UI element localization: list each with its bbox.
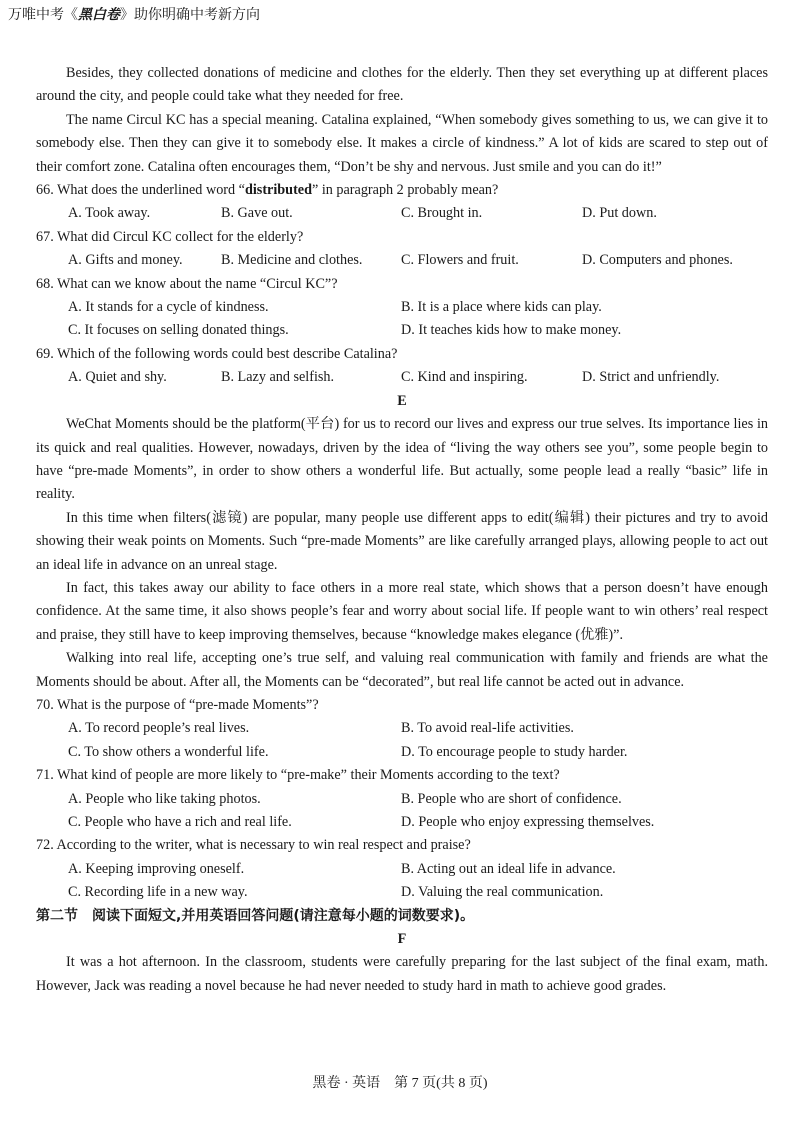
option-d: D. To encourage people to study harder. bbox=[401, 743, 628, 760]
option-a: A. To record people’s real lives. bbox=[68, 720, 250, 737]
option-d: D. It teaches kids how to make money. bbox=[401, 322, 622, 339]
question-number: 71. bbox=[36, 767, 54, 784]
option-b: B. Gave out. bbox=[221, 205, 293, 222]
passage-f-paragraph: It was a hot afternoon. In the classroom, students were carefully preparing for the last subject of the final exam, math. However, Jack was reading a novel because he had never needed to study hard in math to achieve good grades. bbox=[36, 954, 768, 994]
option-c: C. People who have a rich and real life. bbox=[68, 814, 292, 830]
option-d: D. Computers and phones. bbox=[582, 252, 733, 269]
option-b: B. Lazy and selfish. bbox=[221, 369, 335, 386]
question-69 bbox=[36, 343, 768, 366]
option-b: B. Medicine and clothes. bbox=[221, 252, 363, 269]
question-stem: What did Circul KC collect for the elderly? bbox=[57, 228, 304, 245]
question-stem-keyword: distributed bbox=[244, 182, 312, 199]
option-a: A. Quiet and shy. bbox=[68, 369, 167, 386]
question-68 bbox=[36, 273, 768, 296]
passage-d-paragraph: The name Circul KC has a special meaning. Catalina explained, “When somebody gives something to us, we can give it to somebody else. Then they can give it to somebody else. It makes a circle of kindness.” A lot of kids are scared to step out of their comfort zone. Catalina often encourages them, “Don’t be shy and nervous. Just smile and you can do it!” bbox=[36, 111, 768, 175]
question-stem-pre: What does the underlined word “ bbox=[57, 182, 245, 199]
option-b: B. Acting out an ideal life in advance. bbox=[401, 860, 616, 877]
option-a: A. Gifts and money. bbox=[68, 252, 183, 269]
question-72 bbox=[36, 834, 768, 857]
option-c: C. Kind and inspiring. bbox=[401, 369, 528, 386]
options-72-row1 bbox=[36, 858, 768, 881]
options-67 bbox=[36, 249, 768, 272]
passage-e-paragraph: In fact, this takes away our ability to face others in a more real state, which shows that a person doesn’t have enough confidence. At the same time, it also shows people’s fear and worry about social life. If people want to win others’ real respect and praise, they still have to keep improving themselves, because “knowledge makes elegance (优雅)”. bbox=[36, 579, 768, 643]
option-a: A. It stands for a cycle of kindness. bbox=[68, 299, 269, 316]
options-72-row2 bbox=[36, 881, 768, 904]
option-a: A. People who like taking photos. bbox=[68, 790, 261, 807]
passage-e-label: E bbox=[397, 392, 407, 409]
options-68-row1 bbox=[36, 296, 768, 319]
question-stem: According to the writer, what is necessary to win real respect and praise? bbox=[56, 837, 471, 854]
options-71-row1 bbox=[36, 788, 768, 811]
header-brand: 黑白卷 bbox=[78, 8, 120, 23]
question-70 bbox=[36, 694, 768, 717]
option-c: C. Recording life in a new way. bbox=[68, 884, 248, 901]
section-2-title: 第二节 阅读下面短文,并用英语回答问题(请注意每小题的词数要求)。 bbox=[36, 907, 475, 924]
option-c: C. It focuses on selling donated things. bbox=[68, 322, 289, 339]
options-69 bbox=[36, 366, 768, 389]
question-stem: Which of the following words could best describe Catalina? bbox=[57, 345, 398, 362]
question-66 bbox=[36, 179, 768, 202]
option-a: A. Took away. bbox=[68, 205, 151, 222]
option-b: B. People who are short of confidence. bbox=[401, 790, 622, 807]
passage-d-paragraph: Besides, they collected donations of medicine and clothes for the elderly. Then they set everything up at different places around the city, and people could take what they needed for free. bbox=[36, 65, 768, 105]
header-suffix: 》助你明确中考新方向 bbox=[120, 8, 260, 23]
option-c: C. Flowers and fruit. bbox=[401, 252, 519, 269]
option-c: C. To show others a wonderful life. bbox=[68, 743, 269, 760]
question-stem-post: ” in paragraph 2 probably mean? bbox=[311, 182, 499, 199]
passage-e-paragraph: Walking into real life, accepting one’s true self, and valuing real communication with family and friends are what the Moments should be about. After all, the Moments can be “decorated”, but real life cannot be acted out in advance. bbox=[36, 650, 768, 690]
passage-f-label: F bbox=[397, 931, 407, 948]
option-d: D. Strict and unfriendly. bbox=[582, 369, 720, 386]
option-c: C. Brought in. bbox=[401, 205, 483, 222]
page-content bbox=[36, 62, 768, 998]
question-number: 69. bbox=[36, 345, 54, 362]
question-number: 72. bbox=[36, 837, 54, 854]
passage-e-paragraph: In this time when filters(滤镜) are popular, many people use different apps to edit(编辑) their pictures and try to avoid showing their weak points on Moments. Such “pre-made Moments” are like carefully arranged plays, allowing people to act out an ideal life in advance on an unreal stage. bbox=[36, 509, 768, 573]
question-number: 68. bbox=[36, 275, 54, 292]
options-66 bbox=[36, 202, 768, 225]
options-71-row2 bbox=[36, 811, 768, 834]
question-stem: What can we know about the name “Circul KC”? bbox=[57, 275, 338, 292]
option-d: D. People who enjoy expressing themselves. bbox=[401, 814, 655, 830]
question-number: 66. bbox=[36, 182, 54, 199]
page-header bbox=[8, 6, 260, 26]
option-a: A. Keeping improving oneself. bbox=[68, 860, 245, 877]
question-67 bbox=[36, 226, 768, 249]
options-68-row2 bbox=[36, 319, 768, 342]
option-d: D. Put down. bbox=[582, 205, 657, 222]
option-b: B. To avoid real-life activities. bbox=[401, 720, 574, 737]
options-70-row2 bbox=[36, 741, 768, 764]
header-prefix: 万唯中考《 bbox=[8, 8, 78, 23]
options-70-row1 bbox=[36, 717, 768, 740]
option-d: D. Valuing the real communication. bbox=[401, 884, 604, 901]
option-b: B. It is a place where kids can play. bbox=[401, 299, 602, 316]
question-number: 70. bbox=[36, 696, 54, 713]
page-footer: 黑卷 · 英语 第 7 页(共 8 页) bbox=[312, 1076, 488, 1091]
question-stem: What is the purpose of “pre-made Moments”? bbox=[57, 696, 319, 713]
passage-e-paragraph: WeChat Moments should be the platform(平台) for us to record our lives and express our true selves. Its importance lies in its quick and real qualities. However, nowadays, driven by the idea of “living the way others see you”, some people begin to have “pre-made Moments”, in order to show others a wonderful life. But actually, some people lead a really “basic” life in reality. bbox=[36, 416, 768, 503]
question-71 bbox=[36, 764, 768, 787]
question-number: 67. bbox=[36, 228, 54, 245]
question-stem: What kind of people are more likely to “pre-make” their Moments according to the text? bbox=[57, 767, 560, 784]
